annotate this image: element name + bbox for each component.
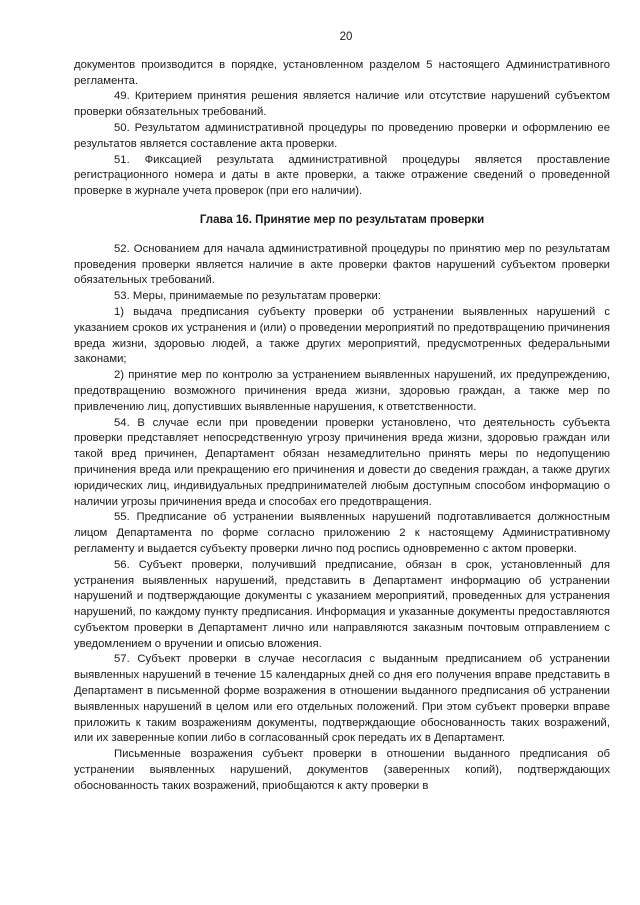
paragraph-57: 57. Субъект проверки в случае несогласия с выданным предписанием об устранении выявленных нарушений в течение 15 календарных дней со дня его получения вправе представить в Департамент в письменной форме возражения в отношении выданного предписания об устранении выявленных нарушений в целом или его отдельных положений. При этом субъект проверки вправе приложить к таким возражениям документы, подтверждающие обоснованность таких возражений, или их заверенные копии либо в согласованный срок передать их в Департамент. <box>74 653 610 745</box>
paragraph-51: 51. Фиксацией результата административной процедуры является проставление регистрационного номера и даты в акте проверки, а также отражение сведений о проведенной проверке в журнале учета проверок (при его наличии). <box>74 153 610 198</box>
paragraph-54: 54. В случае если при проведении проверки установлено, что деятельность субъекта проверки представляет непосредственную угрозу причинения вреда жизни, здоровью граждан или такой вред причинен, Департамент обязан незамедлительно принять меры по недопущению причинения вреда или прекращению его причинения и довести до сведения граждан, а также других юридических лиц, индивидуальных предпринимателей любым доступным способом информацию о наличии угрозы причинения вреда и способах его предотвращения. <box>74 416 610 508</box>
paragraph-52: 52. Основанием для начала административной процедуры по принятию мер по результатам проведения проверки является наличие в акте проверки фактов нарушений субъектом проверки обязательных требований. <box>74 242 610 287</box>
paragraph-55: 55. Предписание об устранении выявленных нарушений подготавливается должностным лицом Департамента по форме согласно приложению 2 к настоящему Административному регламенту и выдается субъекту проверки лично под роспись одновременно с актом проверки. <box>74 511 610 555</box>
paragraph-53-item-2: 2) принятие мер по контролю за устранением выявленных нарушений, их предупреждению, предотвращению возможного причинения вреда жизни, здоровью граждан, а также мер по привлечению лиц, допустивших выявленные нарушения, к ответственности. <box>74 369 610 413</box>
page-number: 20 <box>339 31 353 43</box>
paragraph-56: 56. Субъект проверки, получивший предписание, обязан в срок, установленный для устранения выявленных нарушений, представить в Департамент информацию об устранении нарушений и подтверждающие документы с указанием мероприятий, проведенных для устранения нарушений, по каждому пункту предписания. Информация и указанные документы предоставляются субъектом проверки в Департамент лично или направляются заказным почтовым отправлением с уведомлением о вручении и описью вложения. <box>74 558 610 650</box>
document-page <box>74 30 610 795</box>
paragraph-50: 50. Результатом административной процедуры по проведению проверки и оформлению ее результатов является составление акта проверки. <box>74 121 610 150</box>
paragraph-49: 49. Критерием принятия решения является наличие или отсутствие нарушений субъектом проверки обязательных требований. <box>74 90 610 119</box>
paragraph-53-item-1: 1) выдача предписания субъекту проверки об устранении выявленных нарушений с указанием сроков их устранения и (или) о проведении мероприятий по предотвращению причинения вреда жизни, здоровью людей, а также других мероприятий, предусмотренных федеральными законами; <box>74 305 610 366</box>
paragraph-continuation: документов производится в порядке, установленном разделом 5 настоящего Административного регламента. <box>74 58 610 87</box>
paragraph-53: 53. Меры, принимаемые по результатам проверки: <box>114 290 381 303</box>
chapter-heading: Глава 16. Принятие мер по результатам проверки <box>199 213 485 226</box>
paragraph-objections: Письменные возражения субъект проверки в отношении выданного предписания об устранении выявленных нарушений, документов (заверенных копий), подтверждающих обоснованность таких возражений, приобщаются к акту проверки в <box>74 748 610 792</box>
